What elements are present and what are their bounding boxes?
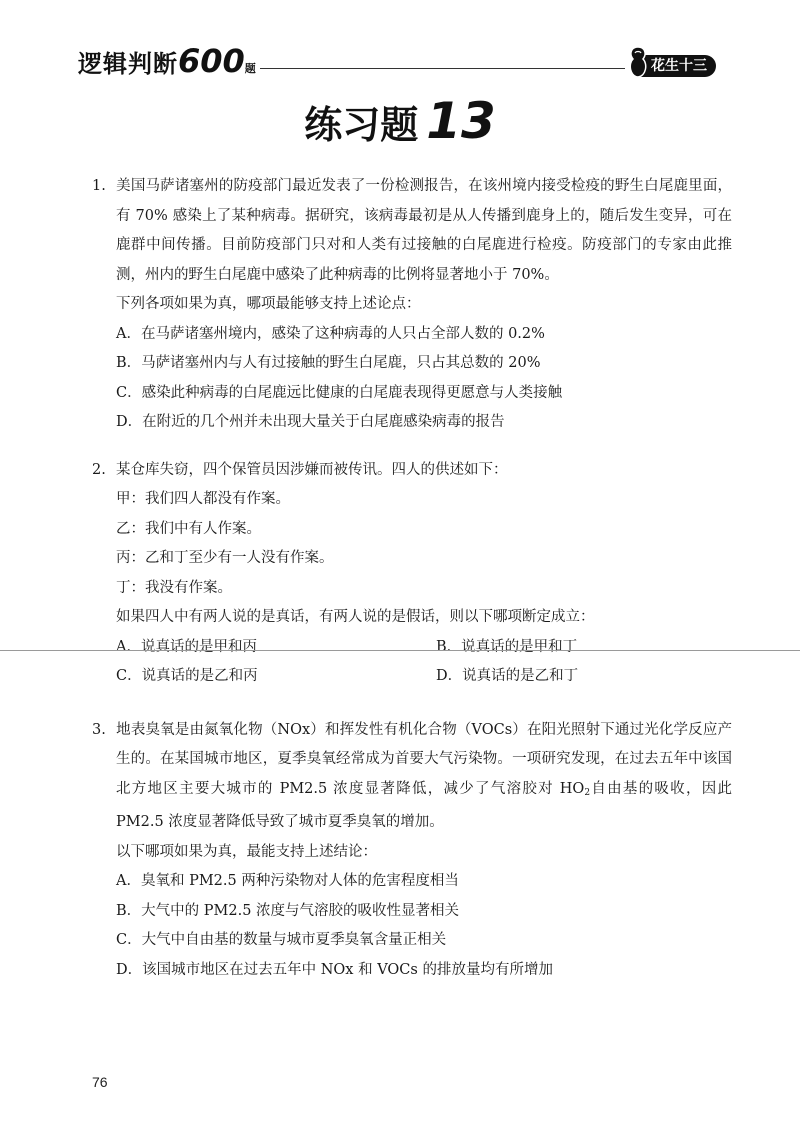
- page-title-text: 练习题: [304, 103, 419, 147]
- question-stem-tail: 自由基的吸收，因此 PM2.5 浓度显著降低导致了城市夏季臭氧的增加。: [116, 780, 732, 830]
- brand: [625, 46, 737, 78]
- options-grid: [92, 633, 732, 692]
- page-header: [70, 40, 730, 80]
- question-3: [92, 716, 732, 986]
- option-d[interactable]: D．说真话的是乙和丁: [436, 668, 579, 684]
- subscript-2: 2: [584, 787, 591, 798]
- statement-jia: 甲：我们四人都没有作案。: [116, 491, 290, 507]
- question-prompt: 如果四人中有两人说的是真话，有两人说的是假话，则以下哪项断定成立：: [116, 609, 595, 625]
- question-stem-text: 地表臭氧是由氮氧化物（NOx）和挥发性有机化合物（VOCs）在阳光照射下通过光化学反应产生的。在某国城市地区，夏季臭氧经常成为首要大气污染物。一项研究发现，在过去五年中该国北方地区主要大城市的 PM2.5 浓度显著降低，减少了气溶胶对 HO: [116, 721, 732, 797]
- book-title: [78, 42, 257, 80]
- exercise-content: [92, 172, 732, 985]
- option-a[interactable]: A．臭氧和 PM2.5 两种污染物对人体的危害程度相当: [116, 873, 459, 889]
- question-prompt: 下列各项如果为真，哪项最能够支持上述论点：: [116, 296, 421, 312]
- question-1: [92, 172, 732, 438]
- option-d[interactable]: D．在附近的几个州并未出现大量关于白尾鹿感染病毒的报告: [116, 414, 505, 430]
- option-c[interactable]: C．感染此种病毒的白尾鹿远比健康的白尾鹿表现得更愿意与人类接触: [116, 384, 563, 401]
- question-stem-text: 美国马萨诸塞州的防疫部门最近发表了一份检测报告，在该州境内接受检疫的野生白尾鹿里面，有 70% 感染上了某种病毒。据研究，该病毒最初是从人传播到鹿身上的，随后发生变异，可在鹿群中间传播。目前防疫部门只对和人类有过接触的白尾鹿进行检疫。防疫部门的专家由此推测，州内的野生白尾鹿中感染了此种病毒的比例将显著地小于 70%。: [116, 178, 732, 283]
- option-d[interactable]: D．该国城市地区在过去五年中 NOx 和 VOCs 的排放量均有所增加: [116, 961, 553, 978]
- option-c[interactable]: C．大气中自由基的数量与城市夏季臭氧含量正相关: [116, 932, 447, 948]
- page-title: [0, 92, 800, 150]
- header-rule: [260, 68, 625, 69]
- book-title-number: 600: [178, 42, 245, 80]
- option-b[interactable]: B．说真话的是甲和丁: [436, 638, 578, 655]
- spacer: [92, 692, 732, 716]
- option-a[interactable]: A．在马萨诸塞州境内，感染了这种病毒的人只占全部人数的 0.2%: [116, 325, 545, 342]
- scan-divider: [0, 650, 800, 651]
- book-title-main: 逻辑判断: [78, 50, 178, 78]
- question-stem-text: 某仓库失窃，四个保管员因涉嫌而被传讯。四人的供述如下：: [116, 461, 508, 478]
- option-c[interactable]: C．说真话的是乙和丙: [116, 668, 258, 684]
- question-2: [92, 456, 732, 692]
- question-stem: [92, 172, 732, 290]
- brand-label: 花生十三: [631, 55, 716, 77]
- question-stem: [92, 456, 732, 486]
- option-b[interactable]: B．大气中的 PM2.5 浓度与气溶胶的吸收性显著相关: [116, 902, 460, 919]
- page-number: 76: [92, 1074, 108, 1090]
- book-title-suffix: 题: [244, 62, 257, 75]
- option-a[interactable]: A．说真话的是甲和丙: [116, 638, 257, 655]
- peanut-logo-icon: [625, 46, 651, 78]
- statement-yi: 乙：我们中有人作案。: [116, 520, 261, 537]
- question-stem: [92, 716, 732, 838]
- page-title-number: 13: [426, 92, 496, 150]
- statement-ding: 丁：我没有作案。: [116, 579, 232, 596]
- question-number: 3.: [92, 721, 106, 738]
- spacer: [92, 438, 732, 456]
- question-number: 1.: [92, 178, 106, 194]
- option-b[interactable]: B．马萨诸塞州内与人有过接触的野生白尾鹿，只占其总数的 20%: [116, 355, 541, 371]
- question-number: 2.: [92, 461, 106, 478]
- question-prompt: 以下哪项如果为真，最能支持上述结论：: [116, 843, 377, 860]
- statement-bing: 丙：乙和丁至少有一人没有作案。: [116, 550, 334, 566]
